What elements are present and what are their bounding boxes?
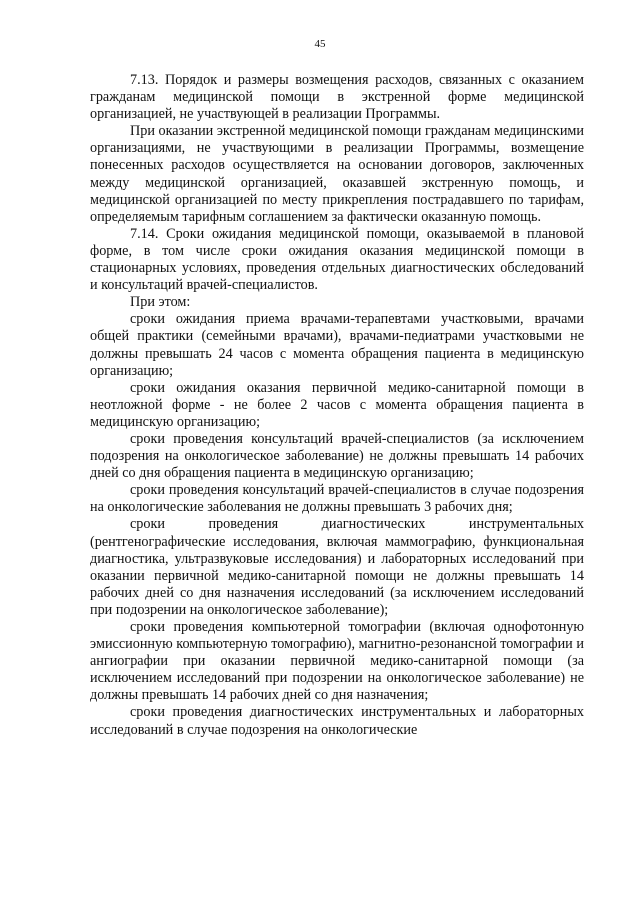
- paragraph: При этом:: [130, 294, 191, 311]
- section-7-14-heading: 7.14. Сроки ожидания медицинской помощи, оказываемой в плановой форме, в том числе сроки ожидания оказания медицинской помощи в стационарных условиях, проведения отдельных диагностических обследований и консультаций врачей-специалистов.: [90, 225, 584, 294]
- list-item: сроки ожидания приема врачами-терапевтами участковыми, врачами общей практики (семейными врачами), врачами-педиатрами участковыми не должны превышать 24 часов с момента обращения пациента в медицинскую организацию;: [90, 311, 584, 379]
- list-item: сроки проведения консультаций врачей-специалистов (за исключением подозрения на онкологическое заболевание) не должны превышать 14 рабочих дней со дня обращения пациента в медицинскую организацию;: [90, 430, 584, 482]
- section-7-13-heading: 7.13. Порядок и размеры возмещения расходов, связанных с оказанием гражданам медицинской помощи в экстренной форме медицинской организацией, не участвующей в реализации Программы.: [90, 72, 584, 123]
- page-number: 45: [314, 38, 326, 50]
- list-item: сроки проведения компьютерной томографии (включая однофотонную эмиссионную компьютерную томографию), магнитно-резонансной томографии и ангиографии при оказании первичной медико-санитарной помощи (за исключением исследований при подозрении на онкологическое заболевание) не должны превышать 14 рабочих дней со дня назначения;: [90, 619, 584, 704]
- list-item: сроки проведения диагностических инструментальных и лабораторных исследований в случае подозрения на онкологические: [90, 704, 584, 738]
- paragraph: При оказании экстренной медицинской помощи гражданам медицинскими организациями, не участвующими в реализации Программы, возмещение понесенных расходов осуществляется на основании договоров, заключенных между медицинской организацией, оказавшей экстренную помощь, и медицинской организацией по месту прикрепления пострадавшего по тарифам, определяемым тарифным соглашением за фактически оказанную помощь.: [90, 123, 584, 225]
- list-item: сроки ожидания оказания первичной медико-санитарной помощи в неотложной форме - не более 2 часов с момента обращения пациента в медицинскую организацию;: [90, 379, 584, 430]
- list-item: сроки проведения диагностических инструментальных (рентгенографические исследования, включая маммографию, функциональная диагностика, ультразвуковые исследования) и лабораторных исследований при оказании первичной медико-санитарной помощи не должны превышать 14 рабочих дней со дня назначения исследований (за исключением исследований при подозрении на онкологическое заболевание);: [90, 516, 584, 618]
- document-body: [90, 72, 584, 739]
- list-item: сроки проведения консультаций врачей-специалистов в случае подозрения на онкологические заболевания не должны превышать 3 рабочих дня;: [90, 482, 584, 516]
